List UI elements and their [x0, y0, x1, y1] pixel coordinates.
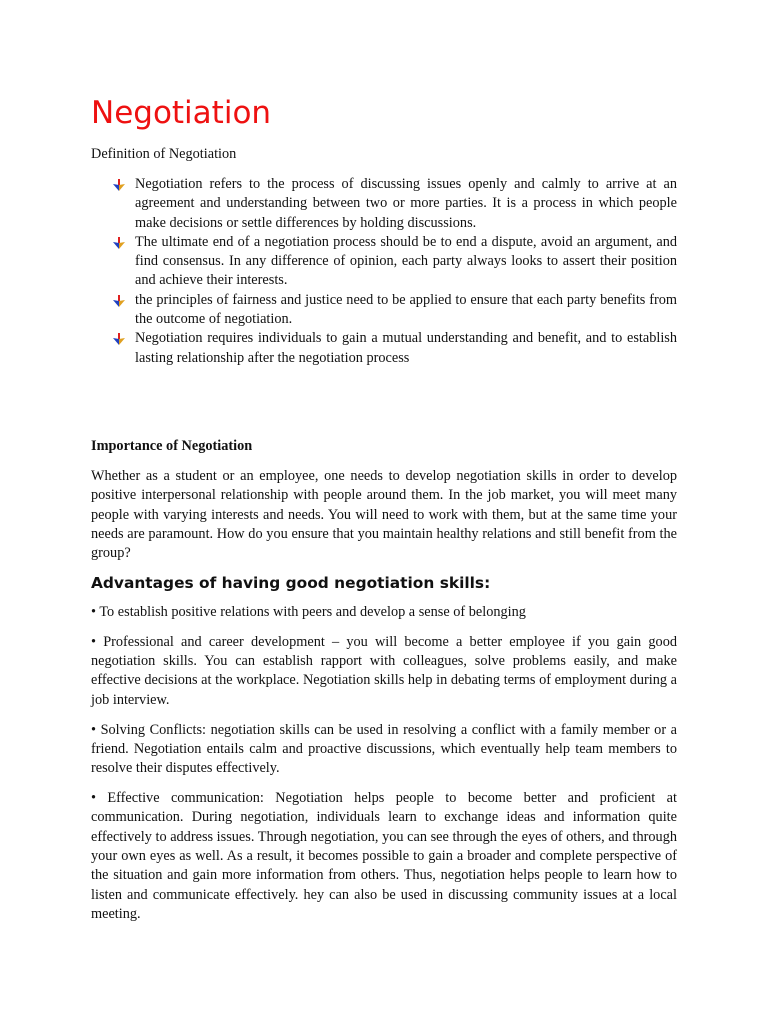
importance-paragraph: Whether as a student or an employee, one needs to develop negotiation skills in order to develop positive interpersonal relationship with people around them. In the job market, you will meet many people with varying interests and needs. You will need to work with them, but at the same time your needs are paramount. How do you ensure that you maintain healthy relations and still benefit from the group?: [91, 468, 677, 562]
arrow-down-icon: [113, 179, 125, 191]
importance-heading: Importance of Negotiation: [91, 438, 253, 454]
advantage-item: • Effective communication: Negotiation helps people to become better and proficient at communication. During negotiation, individuals learn to exchange ideas and information quite effectively to address issues. Through negotiation, you can see through the eyes of others, and through your own eyes as well. As a result, it becomes possible to gain a broader and complete perspective of the situation and gain more information from others. Thus, negotiation helps people to learn how to listen and communicate effectively. hey can also be used in discussing community issues at a local meeting.: [91, 790, 677, 922]
arrow-down-icon: [113, 237, 125, 249]
advantage-item: • Solving Conflicts: negotiation skills can be used in resolving a conflict with a family member or a friend. Negotiation entails calm and proactive discussions, which eventually help team members to resolve their disputes effectively.: [91, 721, 677, 777]
arrow-down-icon: [113, 295, 125, 307]
advantage-item: • To establish positive relations with peers and develop a sense of belonging: [91, 604, 526, 620]
definition-bullet-list: [91, 175, 677, 368]
definition-bullet-item: [91, 329, 677, 368]
definition-heading: Definition of Negotiation: [91, 146, 237, 162]
bullet-text: the principles of fairness and justice need to be applied to ensure that each party benefits from the outcome of negotiation.: [135, 291, 677, 328]
bullet-text: Negotiation refers to the process of discussing issues openly and calmly to arrive at an agreement and understanding between two or more parties. It is a process in which people make decisions or settle differences by holding discussions.: [135, 176, 677, 231]
page-title: Negotiation: [91, 95, 272, 131]
arrow-down-icon: [113, 333, 125, 345]
definition-bullet-item: [91, 175, 677, 233]
advantage-item: • Professional and career development – you will become a better employee if you gain good negotiation skills. You can establish rapport with colleagues, solve problems easily, and make effective decisions at the workplace. Negotiation skills help in debating terms of employment during a job interview.: [91, 633, 677, 708]
bullet-text: Negotiation requires individuals to gain a mutual understanding and benefit, and to establish lasting relationship after the negotiation process: [135, 330, 677, 366]
definition-bullet-item: [91, 233, 677, 291]
definition-bullet-item: [91, 291, 677, 330]
advantages-list: [91, 603, 677, 935]
bullet-text: The ultimate end of a negotiation process should be to end a dispute, avoid an argument, and find consensus. In any difference of opinion, each party always looks to assert their position and achieve their interests.: [135, 233, 677, 289]
advantages-heading: Advantages of having good negotiation skills:: [91, 574, 491, 592]
